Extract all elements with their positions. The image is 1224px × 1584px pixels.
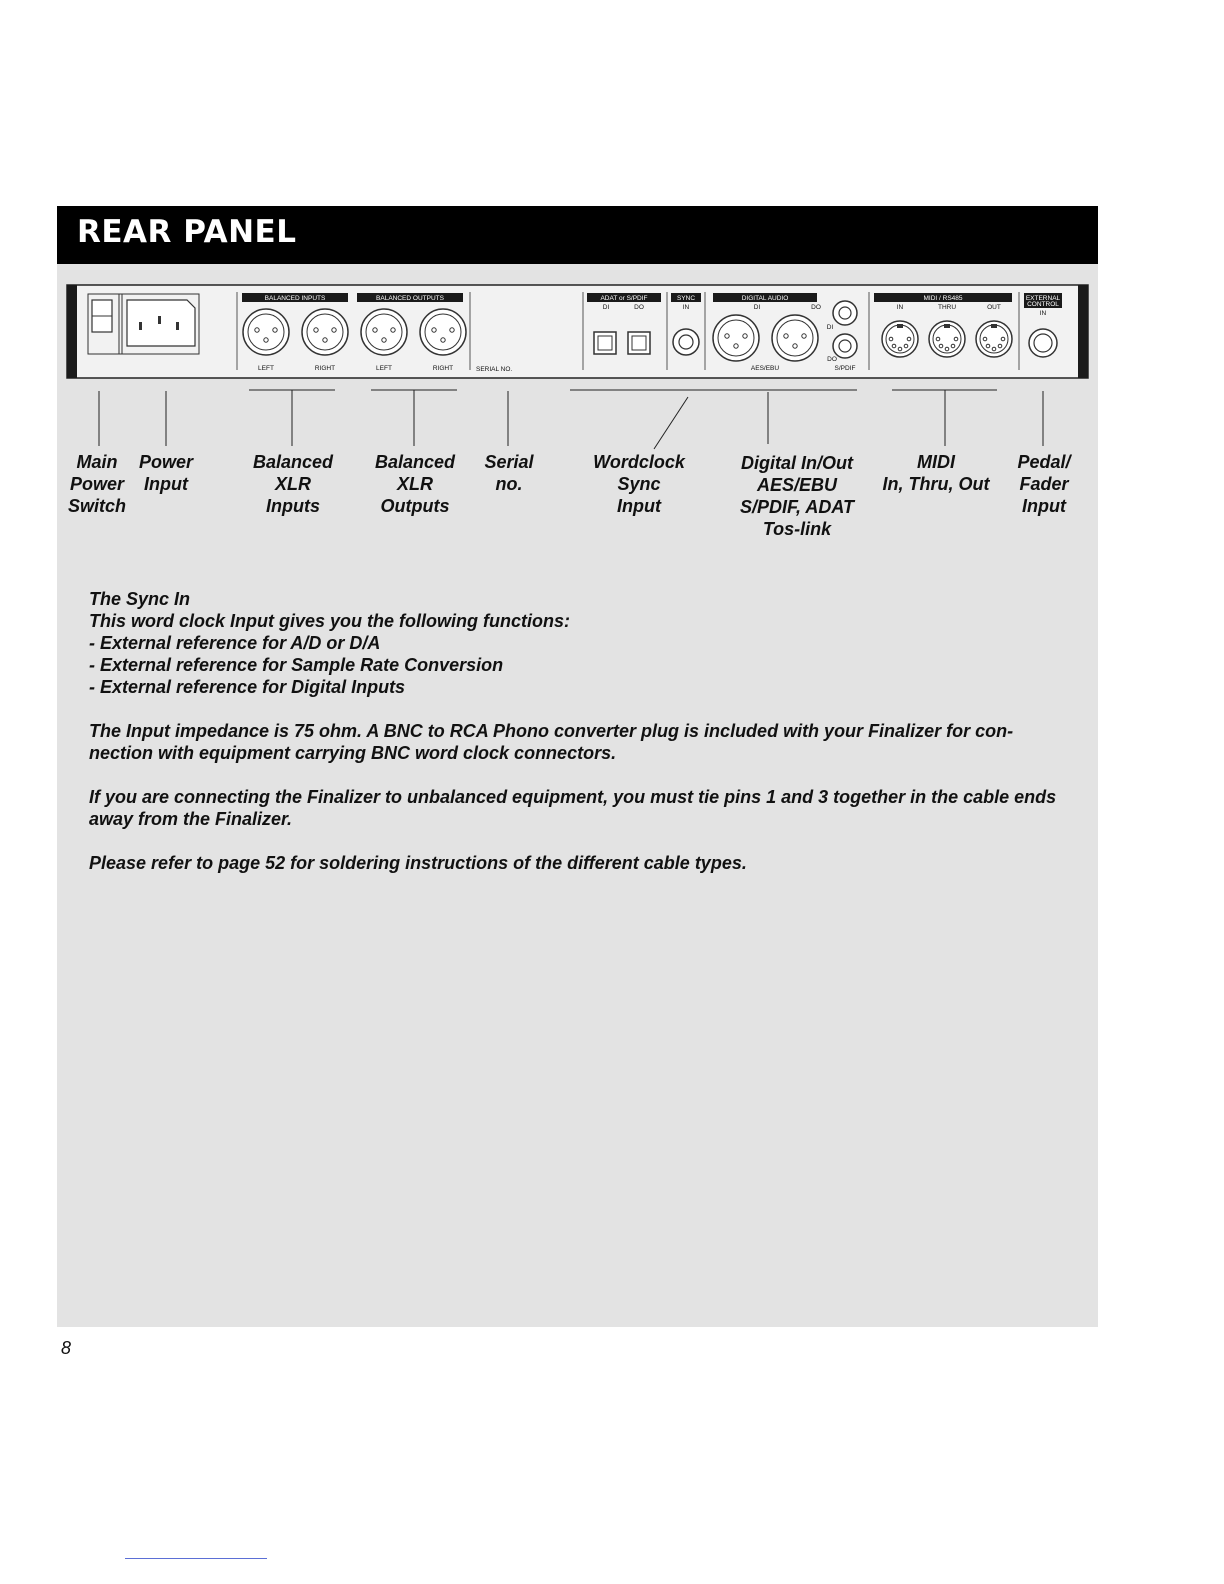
balanced-inputs-label: BALANCED INPUTS xyxy=(264,295,326,302)
callout-serial-no: Serial no. xyxy=(484,452,534,494)
list-item: - External reference for A/D or D/A xyxy=(89,633,381,653)
callout-main-power-switch: Main Power Switch xyxy=(67,452,126,516)
panel-left-ear xyxy=(67,285,77,378)
callout-balanced-xlr-outputs: Balanced XLR Outputs xyxy=(374,452,456,516)
svg-text:DI: DI xyxy=(602,304,610,311)
svg-text:DO: DO xyxy=(827,356,837,363)
soldering-paragraph: Please refer to page 52 for soldering instructions of the different cable types. xyxy=(89,853,747,873)
callout-digital-in-out: Digital In/Out AES/EBU S/PDIF, ADAT Tos-link xyxy=(739,453,854,539)
rear-panel-section xyxy=(57,206,1098,1327)
svg-text:DO: DO xyxy=(634,304,644,311)
serial-no-label: SERIAL NO. xyxy=(476,366,513,373)
svg-text:IN: IN xyxy=(896,304,904,311)
external-control-label-2: CONTROL xyxy=(1027,301,1059,308)
svg-text:THRU: THRU xyxy=(937,304,957,311)
svg-text:RIGHT: RIGHT xyxy=(432,365,454,372)
pedal-jack-icon xyxy=(1029,329,1057,357)
panel-right-ear xyxy=(1078,285,1088,378)
unbalanced-paragraph: If you are connecting the Finalizer to unbalanced equipment, you must tie pins 1 and 3 together in the cable ends away from the Finalizer. xyxy=(89,787,1057,829)
sync-label: SYNC xyxy=(676,295,696,302)
svg-text:S/PDIF: S/PDIF xyxy=(834,365,856,372)
svg-text:LEFT: LEFT xyxy=(258,365,274,372)
svg-text:OUT: OUT xyxy=(987,304,1001,311)
svg-text:LEFT: LEFT xyxy=(376,365,392,372)
list-item: - External reference for Digital Inputs xyxy=(89,677,406,697)
xlr-output-left-icon xyxy=(361,309,407,355)
svg-text:RIGHT: RIGHT xyxy=(314,365,336,372)
external-control-label-1: EXTERNAL xyxy=(1025,295,1061,302)
sync-in-icon xyxy=(673,329,699,355)
sync-in-heading: The Sync In xyxy=(89,589,191,609)
optical-out-icon xyxy=(628,332,650,354)
callout-leaders xyxy=(99,390,1043,449)
xlr-input-left-icon xyxy=(243,309,289,355)
callout-power-input: Power Input xyxy=(138,452,194,494)
callout-wordclock-sync-input: Wordclock Sync Input xyxy=(593,452,685,516)
digital-audio-label: DIGITAL AUDIO xyxy=(741,295,789,302)
svg-text:IN: IN xyxy=(682,304,690,311)
balanced-outputs-label: BALANCED OUTPUTS xyxy=(376,295,444,302)
rear-panel-diagram xyxy=(57,206,1098,466)
section-title: REAR PANEL xyxy=(77,214,297,250)
midi-out-icon xyxy=(976,321,1012,357)
svg-text:DI: DI xyxy=(826,324,834,331)
sync-in-intro: This word clock Input gives you the following functions: xyxy=(89,611,571,631)
svg-text:IN: IN xyxy=(1039,310,1047,317)
xlr-output-right-icon xyxy=(420,309,466,355)
adat-spdif-label: ADAT or S/PDIF xyxy=(600,295,648,302)
spdif-in-icon xyxy=(833,301,857,325)
page-number: 8 xyxy=(61,1338,72,1358)
midi-label: MIDI / RS485 xyxy=(923,295,963,302)
svg-text:DI: DI xyxy=(753,304,761,311)
spdif-out-icon xyxy=(833,334,857,358)
midi-thru-icon xyxy=(929,321,965,357)
callout-pedal-fader-input: Pedal/ Fader Input xyxy=(1017,452,1071,516)
list-item: - External reference for Sample Rate Conversion xyxy=(89,655,504,675)
callout-midi: MIDI In, Thru, Out xyxy=(882,452,990,494)
footer-rule xyxy=(125,1558,267,1559)
sync-in-description xyxy=(89,588,1059,874)
svg-text:DO: DO xyxy=(811,304,821,311)
svg-text:AES/EBU: AES/EBU xyxy=(750,365,780,372)
impedance-paragraph: The Input impedance is 75 ohm. A BNC to RCA Phono converter plug is included with your Finalizer for con-nection with equipment carrying BNC word clock connectors. xyxy=(89,721,1014,763)
optical-in-icon xyxy=(594,332,616,354)
callout-balanced-xlr-inputs: Balanced XLR Inputs xyxy=(252,452,334,516)
aes-out-icon xyxy=(772,315,818,361)
xlr-input-right-icon xyxy=(302,309,348,355)
midi-in-icon xyxy=(882,321,918,357)
aes-in-icon xyxy=(713,315,759,361)
